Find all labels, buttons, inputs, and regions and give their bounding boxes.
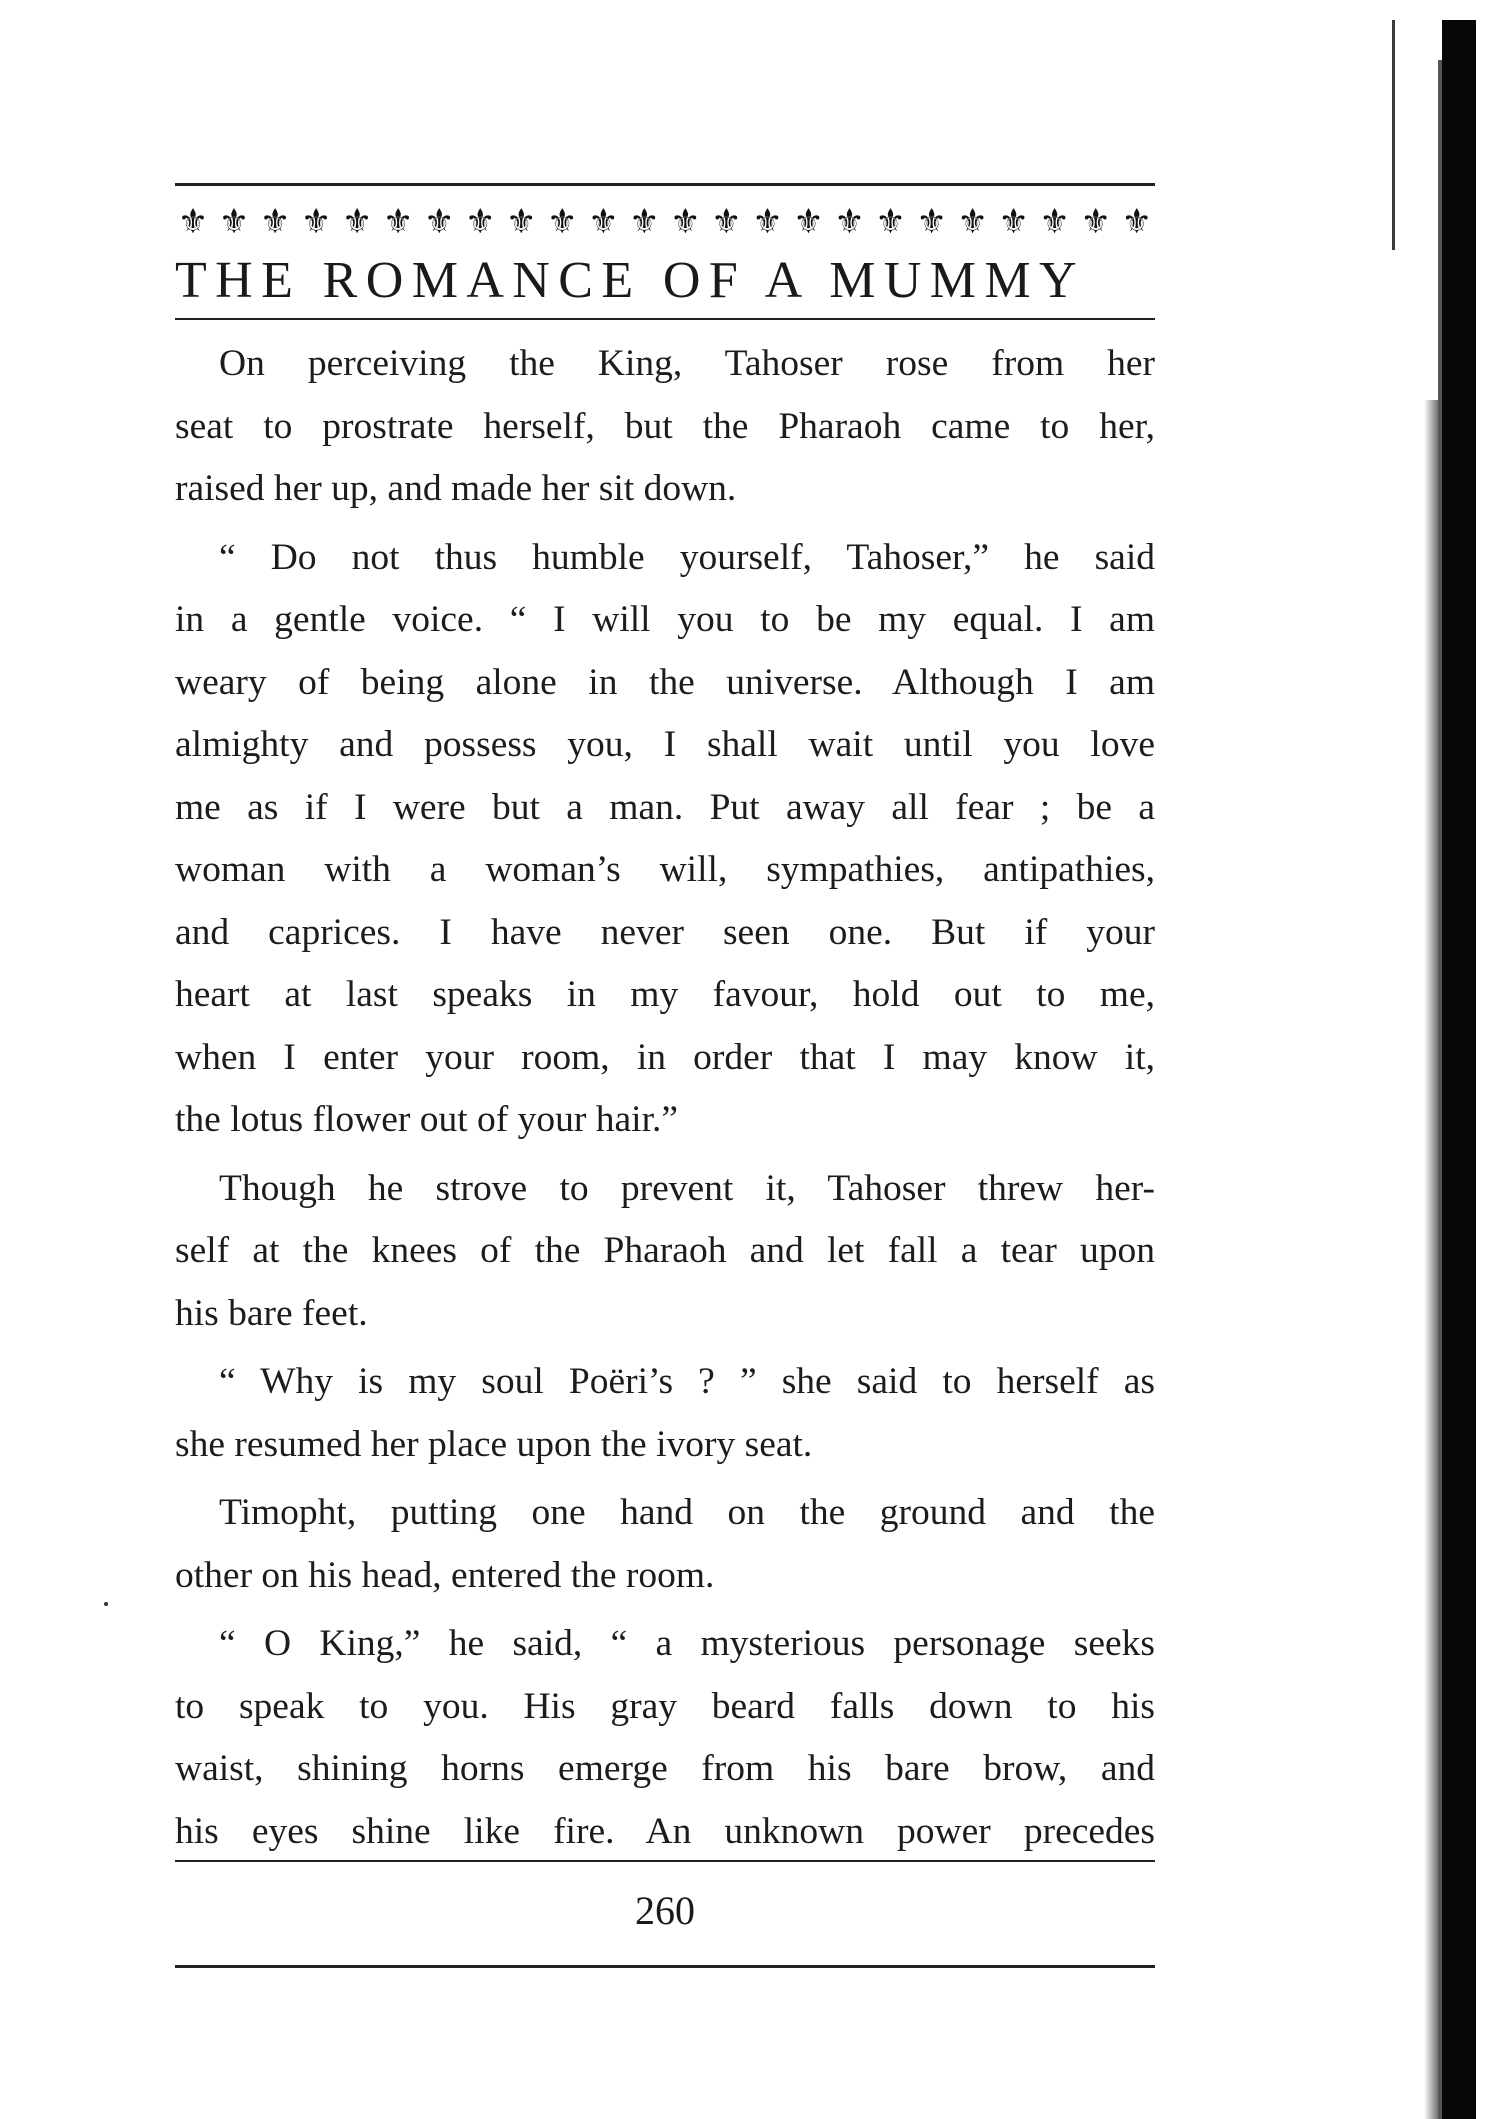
fleur-de-lis-icon: ⚜: [1121, 202, 1152, 242]
fleur-de-lis-icon: ⚜: [218, 202, 250, 242]
text-line: “ Why is my soul Poëri’s ? ” she said to herself as: [219, 1361, 1155, 1402]
footer-top-rule: [175, 1860, 1155, 1862]
fleur-de-lis-icon: ⚜: [793, 202, 824, 242]
text-line: almighty and possess you, I shall wait until you love: [175, 724, 1155, 765]
running-title: THE ROMANCE OF A MUMMY: [175, 252, 1086, 309]
text-line: “ Do not thus humble yourself, Tahoser,” he said: [219, 536, 1155, 578]
fleur-de-lis-icon: ⚜: [629, 202, 660, 242]
fleur-de-lis-icon: ⚜: [957, 202, 988, 242]
text-line: in a gentle voice. “ I will you to be my equal. I am: [175, 599, 1155, 640]
fleur-de-lis-icon: ⚜: [464, 202, 496, 242]
text-line: Timopht, putting one hand on the ground and the: [219, 1492, 1155, 1533]
binding-shadow-thin: [1392, 20, 1395, 250]
fleur-de-lis-icon: ⚜: [341, 202, 373, 242]
text-line: Though he strove to prevent it, Tahoser threw her-: [219, 1167, 1155, 1209]
text-line: heart at last speaks in my favour, hold out to me,: [175, 974, 1155, 1015]
scan-speck: [104, 1602, 108, 1606]
text-line: when I enter your room, in order that I may know it,: [175, 1036, 1155, 1078]
fleur-de-lis-icon: ⚜: [711, 202, 742, 242]
header-top-rule: [175, 183, 1155, 186]
text-line: other on his head, entered the room.: [175, 1554, 715, 1596]
footer-bottom-rule: [175, 1965, 1155, 1968]
text-line: waist, shining horns emerge from his bare brow, and: [175, 1748, 1155, 1789]
fleur-de-lis-icon: ⚜: [1039, 202, 1070, 242]
fleur-de-lis-icon: ⚜: [423, 202, 455, 242]
fleur-de-lis-ornament-band: [175, 196, 1155, 248]
text-line: his bare feet.: [175, 1292, 368, 1334]
fleur-de-lis-icon: ⚜: [670, 202, 701, 242]
header-bottom-rule: [175, 318, 1155, 320]
fleur-de-lis-icon: ⚜: [177, 202, 209, 242]
fleur-de-lis-icon: ⚜: [259, 202, 291, 242]
text-line: weary of being alone in the universe. Although I am: [175, 661, 1155, 703]
text-line: self at the knees of the Pharaoh and let fall a tear upon: [175, 1230, 1155, 1271]
fleur-de-lis-icon: ⚜: [300, 202, 332, 242]
text-line: “ O King,” he said, “ a mysterious personage seeks: [219, 1623, 1155, 1664]
text-line: to speak to you. His gray beard falls down to his: [175, 1685, 1155, 1727]
page-number: 260: [635, 1888, 695, 1933]
binding-edge: [1442, 20, 1476, 2119]
fleur-de-lis-icon: ⚜: [547, 202, 578, 242]
fleur-de-lis-icon: ⚜: [752, 202, 783, 242]
fleur-de-lis-icon: ⚜: [588, 202, 619, 242]
text-line: his eyes shine like fire. An unknown power precedes: [175, 1810, 1155, 1852]
text-line: she resumed her place upon the ivory seat.: [175, 1423, 813, 1465]
fleur-de-lis-icon: ⚜: [1080, 202, 1111, 242]
fleur-de-lis-icon: ⚜: [506, 202, 537, 242]
fleur-de-lis-icon: ⚜: [916, 202, 947, 242]
fleur-de-lis-icon: ⚜: [834, 202, 865, 242]
body-text: [175, 333, 1155, 1863]
text-line: me as if I were but a man. Put away all fear ; be a: [175, 786, 1155, 828]
text-line: woman with a woman’s will, sympathies, antipathies,: [175, 849, 1155, 890]
fleur-de-lis-icon: ⚜: [382, 202, 414, 242]
text-line: On perceiving the King, Tahoser rose from her: [219, 343, 1155, 384]
text-line: and caprices. I have never seen one. But if your: [175, 911, 1155, 953]
text-line: seat to prostrate herself, but the Pharaoh came to her,: [175, 405, 1155, 447]
binding-shadow-gradient: [1424, 400, 1438, 2119]
fleur-de-lis-icon: ⚜: [998, 202, 1029, 242]
text-line: raised her up, and made her sit down.: [175, 468, 737, 509]
fleur-de-lis-icon: ⚜: [875, 202, 906, 242]
text-line: the lotus flower out of your hair.”: [175, 1099, 679, 1140]
